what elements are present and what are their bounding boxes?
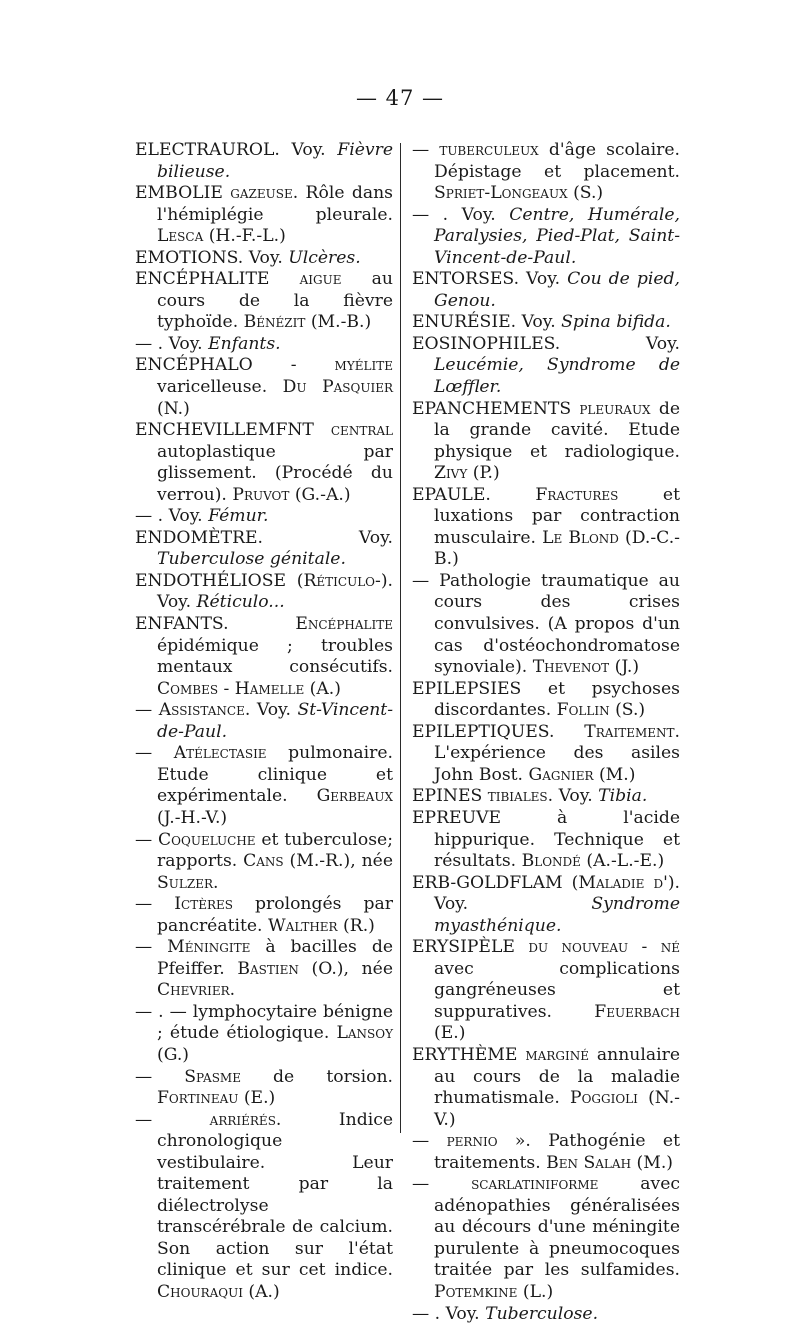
index-entry: EPILEPSIES et psychoses discordantes. Follin (S.) — [412, 678, 680, 721]
index-entry: — . Voy. Centre, Humérale, Paralysies, Pied-Plat, Saint-Vincent-de-Paul. — [412, 204, 680, 268]
index-entry: — scarlatiniforme avec adénopathies généralisées au décours d'une méningite purulente à pneumocoques traitée par les sulfamides. Potemkine (L.) — [412, 1174, 680, 1302]
index-entry: EMOTIONS. Voy. Ulcères. — [135, 247, 361, 268]
index-entry: — tuberculeux d'âge scolaire. Dépistage et placement. Spriet-Longeaux (S.) — [412, 140, 680, 204]
left-column — [135, 140, 393, 1304]
index-entry: — Pathologie traumatique au cours des crises convulsives. (A propos d'un cas d'ostéochondromatose synoviale). Thevenot (J.) — [412, 570, 680, 678]
index-entry: EMBOLIE gazeuse. Rôle dans l'hémiplégie pleurale. Lesca (H.-F.-L.) — [135, 183, 393, 247]
index-entry: EPAULE. Fractures et luxations par contraction musculaire. Le Blond (D.-C.-B.) — [412, 484, 680, 570]
index-entry: — Spasme de torsion. Fortineau (E.) — [135, 1066, 393, 1109]
index-entry: EPILEPTIQUES. Traitement. L'expérience des asiles John Bost. Gagnier (M.) — [412, 721, 680, 785]
index-entry: EPINES tibiales. Voy. Tibia. — [412, 786, 648, 807]
index-entry: ENCÉPHALO - myélite varicelleuse. Du Pasquier (N.) — [135, 355, 394, 419]
index-entry: — . Voy. Tuberculose. — [412, 1303, 599, 1324]
right-column — [412, 140, 680, 1325]
index-entry: ENDOTHÉLIOSE (Réticulo-). Voy. Réticulo... — [135, 570, 393, 613]
index-entry: — . Voy. Fémur. — [135, 506, 269, 527]
index-entry: ENCÉPHALITE aigue au cours de la fièvre typhoïde. Bénézit (M.-B.) — [135, 269, 393, 333]
index-entry: — . — lymphocytaire bénigne ; étude étiologique. Lansoy (G.) — [135, 1001, 393, 1065]
index-entry: ENCHEVILLEMFNT central autoplastique par glissement. (Procédé du verrou). Pruvot (G.-A.) — [135, 420, 393, 505]
index-entry: — Ictères prolongés par pancréatite. Walther (R.) — [135, 894, 393, 936]
index-entry: EPREUVE à l'acide hippurique. Technique et résultats. Blondé (A.-L.-E.) — [412, 807, 680, 872]
index-entry: ENFANTS. Encéphalite épidémique ; troubles mentaux consécutifs. Combes - Hamelle (A.) — [135, 614, 393, 699]
index-entry: — pernio ». Pathogénie et traitements. Ben Salah (M.) — [412, 1131, 680, 1173]
index-entry: — Assistance. Voy. St-Vincent-de-Paul. — [135, 700, 393, 742]
index-entry: — Méningite à bacilles de Pfeiffer. Bastien (O.), née Chevrier. — [135, 937, 394, 1001]
index-entry: ENTORSES. Voy. Cou de pied, Genou. — [412, 269, 680, 311]
index-entry: ELECTRAUROL. Voy. Fièvre bilieuse. — [135, 140, 393, 182]
index-entry: ERYSIPÈLE du nouveau - né avec complications gangréneuses et suppuratives. Feuerbach (E.) — [412, 937, 680, 1044]
index-entry: EPANCHEMENTS pleuraux de la grande cavité. Etude physique et radiologique. Zivy (P.) — [412, 398, 681, 484]
index-entry: — Atélectasie pulmonaire. Etude clinique et expérimentale. Gerbeaux (J.-H.-V.) — [135, 743, 394, 828]
page-number: — 47 — — [355, 86, 445, 110]
index-entry: ERYTHÈME marginé annulaire au cours de la maladie rhumatismale. Poggioli (N.-V.) — [412, 1044, 680, 1130]
index-entry: ENDOMÈTRE. Voy. Tuberculose génitale. — [135, 527, 393, 570]
column-divider — [400, 143, 401, 1133]
index-entry: — . Voy. Enfants. — [135, 333, 281, 354]
index-entry: — Coqueluche et tuberculose; rapports. Cans (M.-R.), née Sulzer. — [135, 829, 393, 893]
index-entry: EOSINOPHILES. Voy. Leucémie, Syndrome de Lœffler. — [412, 333, 680, 398]
index-entry: — arriérés. Indice chronologique vestibulaire. Leur traitement par la diélectrolyse transcérébrale de calcium. Son action sur l'état clinique et sur cet indice. Chouraqui (A.) — [135, 1109, 393, 1302]
index-entry: ENURÉSIE. Voy. Spina bifida. — [412, 312, 671, 333]
index-entry: ERB-GOLDFLAM (Maladie d'). Voy. Syndrome myasthénique. — [412, 872, 680, 936]
